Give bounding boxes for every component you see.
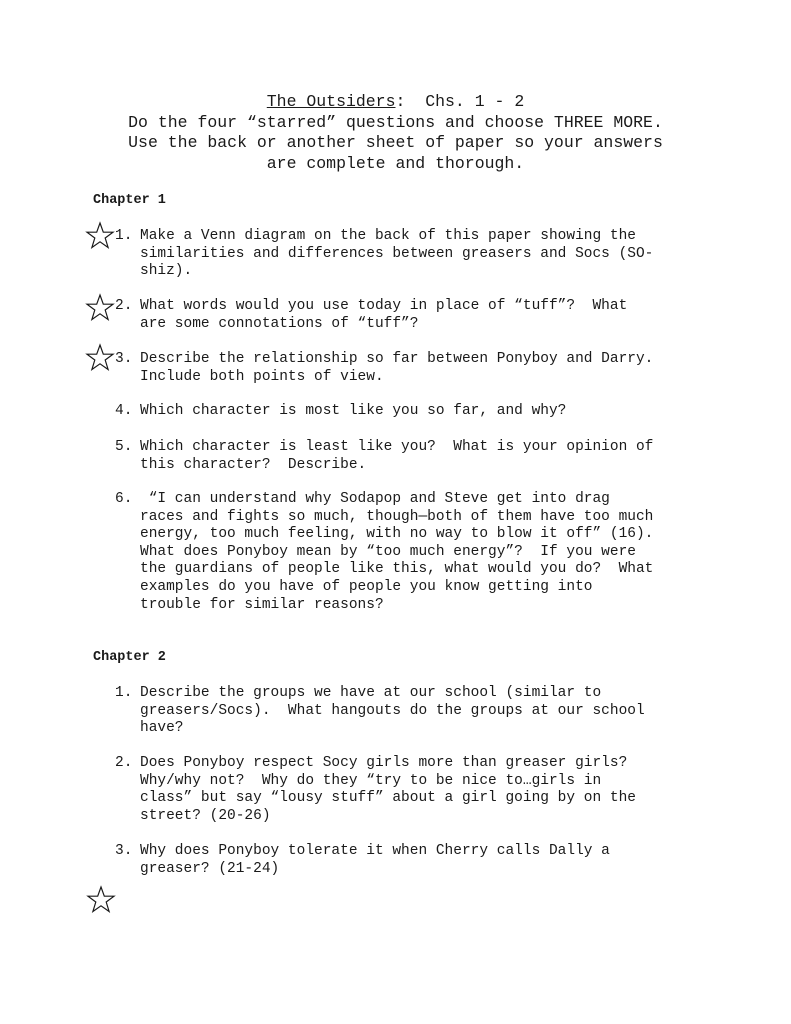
instruction-line-2: Use the back or another sheet of paper so your answers xyxy=(128,133,663,152)
question-text: What words would you use today in place of “tuff”? What are some connotations of “tuff”? xyxy=(140,298,628,332)
chapter-1-question-6 xyxy=(115,491,715,614)
chapter-2-question-1 xyxy=(115,685,715,738)
chapter-1-question-2 xyxy=(115,298,715,333)
question-number: 4. xyxy=(115,403,133,419)
question-number: 6. xyxy=(115,491,133,507)
question-number: 2. xyxy=(115,755,133,771)
question-text: Which character is most like you so far, and why? xyxy=(140,403,567,419)
title-suffix: : Chs. 1 - 2 xyxy=(395,92,525,111)
worksheet-header xyxy=(60,92,731,174)
question-number: 1. xyxy=(115,228,133,244)
chapter-2-question-3 xyxy=(115,843,715,878)
chapter-1-question-1 xyxy=(115,228,715,281)
chapter-1-heading: Chapter 1 xyxy=(93,193,166,208)
star-icon xyxy=(86,885,116,915)
star-icon xyxy=(85,293,115,323)
question-text: Describe the relationship so far between Ponyboy and Darry. Include both points of view. xyxy=(140,351,654,385)
star-icon xyxy=(85,221,115,251)
question-text: Does Ponyboy respect Socy girls more than greaser girls? Why/why not? Why do they “try to be nice to…girls in class” but say “lousy stuff” about a girl going by on the street? (20-26) xyxy=(140,755,636,824)
chapter-1-question-5 xyxy=(115,439,715,474)
worksheet-title xyxy=(60,92,731,113)
question-text: Why does Ponyboy tolerate it when Cherry calls Dally a greaser? (21-24) xyxy=(140,843,610,877)
star-icon xyxy=(85,343,115,373)
question-number: 1. xyxy=(115,685,133,701)
instruction-line-1: Do the four “starred” questions and choose THREE MORE. xyxy=(128,112,663,132)
question-number: 5. xyxy=(115,439,133,455)
question-text: Which character is least like you? What is your opinion of this character? Describe. xyxy=(140,439,654,473)
chapter-1-question-4 xyxy=(115,403,715,421)
question-text: “I can understand why Sodapop and Steve get into drag races and fights so much, though—both of them have too much energy, too much feeling, with no way to blow it off” (16). What does Ponyboy mean by “too much energy”? If you were the guardians of people like this, what would you do? What examples do you have of people you know getting into trouble for similar reasons? xyxy=(140,491,654,613)
question-text: Make a Venn diagram on the back of this paper showing the similarities and differences between greasers and Socs (SO- shiz). xyxy=(140,228,654,280)
chapter-1-question-3 xyxy=(115,351,715,386)
chapter-2-question-2 xyxy=(115,755,715,825)
instruction-line-3: are complete and thorough. xyxy=(266,153,525,173)
question-text: Describe the groups we have at our school (similar to greasers/Socs). What hangouts do the groups at our school have? xyxy=(140,685,645,737)
question-number: 3. xyxy=(115,351,133,367)
book-title: The Outsiders xyxy=(266,92,396,111)
chapter-2-heading: Chapter 2 xyxy=(93,650,166,665)
question-number: 2. xyxy=(115,298,133,314)
question-number: 3. xyxy=(115,843,133,859)
